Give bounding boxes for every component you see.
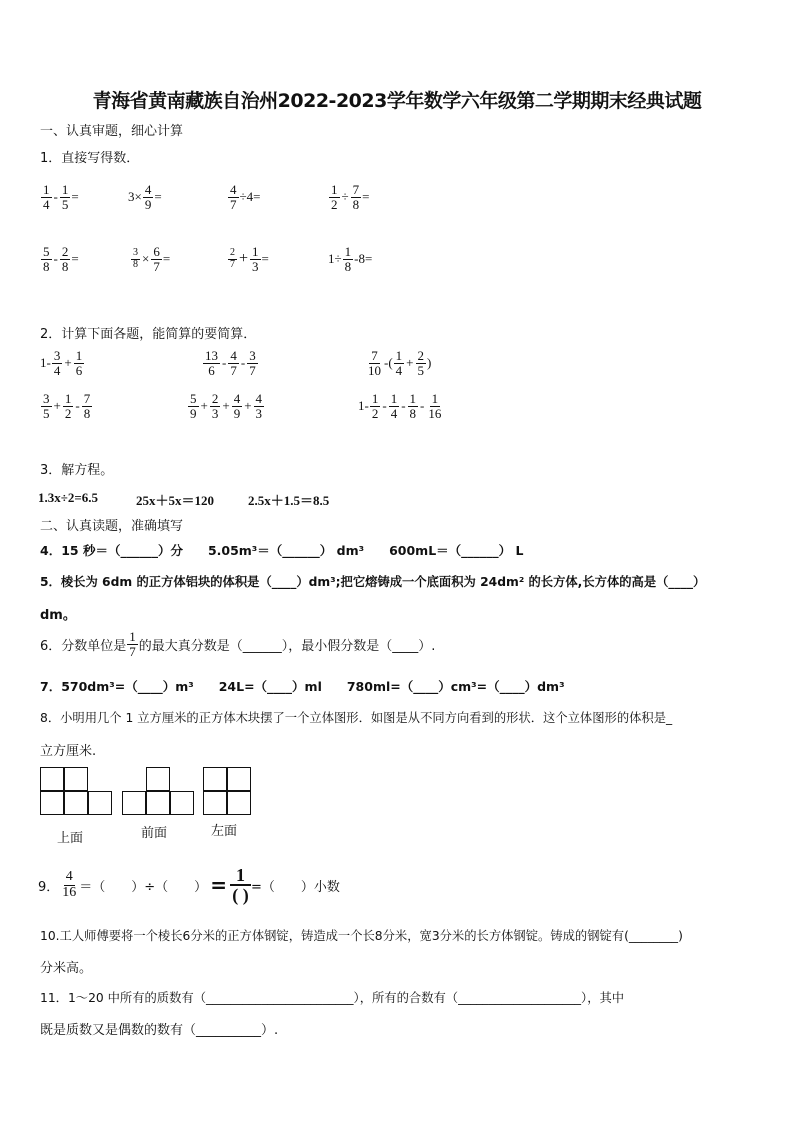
q1-expr-2: 3× $\frac{4}{9}$ = <box>128 182 162 212</box>
q1-expr-7: $\frac{2}{7}$ + $\frac{1}{3}$ = <box>230 244 269 274</box>
section-1-heading: 一、认真审题，细心计算 <box>40 124 184 139</box>
q3-equation-3: 2.5x＋1.5＝8.5 <box>248 493 330 508</box>
q1-expr-4: $\frac{1}{2}$ ÷ $\frac{7}{8}$ = <box>331 182 370 212</box>
q2-expr-2: $\frac{13}{6}$ - $\frac{4}{7}$ - $\frac{3}{7}$ <box>205 348 256 378</box>
q8-text-line2: 立方厘米. <box>40 744 97 759</box>
q4-text: 4．15 秒＝（______）分 5.05m³＝（______） dm³ 600mL＝（______） L <box>40 543 524 558</box>
q2-expr-5: $\frac{5}{9}$ + $\frac{2}{3}$ + $\frac{4}{9}$ + $\frac{4}{3}$ <box>190 391 263 421</box>
page-title: 青海省黄南藏族自治州2022-2023学年数学六年级第二学期期末经典试题 <box>92 90 702 112</box>
q8-text-line1: 8．小明用几个 1 立方厘米的正方体木块摆了一个立体图形．如图是从不同方向看到的形状．这个立体图形的体积是_ <box>40 711 673 725</box>
q1-expr-3: $\frac{4}{7}$ ÷4= <box>230 182 261 212</box>
q11-text-line1: 11．1～20 中所有的质数有（________________________），所有的合数有（____________________），其中 <box>40 991 625 1005</box>
q1-expr-6: $\frac{3}{8}$ × $\frac{6}{7}$ = <box>133 244 171 274</box>
q2-expr-6: 1- $\frac{1}{2}$ - $\frac{1}{4}$ - $\frac{1}{8}$ - $\frac{1}{16}$ <box>358 391 442 421</box>
q1-expr-8: 1÷ $\frac{1}{8}$ -8= <box>328 244 373 274</box>
q11-text-line2: 既是质数又是偶数的数有（__________）. <box>40 1023 279 1038</box>
q5-text-line2: dm。 <box>40 608 76 623</box>
view-left-label: 左面 <box>211 824 238 839</box>
q10-text-line1: 10.工人师傅要将一个棱长6分米的正方体钢锭，铸造成一个长8分米，宽3分米的长方体钢锭。铸成的钢锭有(________) <box>40 929 683 943</box>
q1-expr-1: $\frac{1}{4}$ - $\frac{1}{5}$ = <box>43 182 79 212</box>
view-front-label: 前面 <box>141 826 168 841</box>
q1-label: 1．直接写得数． <box>40 151 140 166</box>
q1-expr-5: $\frac{5}{8}$ - $\frac{2}{8}$ = <box>43 244 79 274</box>
q10-text-line2: 分米高。 <box>40 961 93 976</box>
q5-text-line1: 5．棱长为 6dm 的正方体铝块的体积是（____）dm³;把它熔铸成一个底面积为 24dm² 的长方体,长方体的高是（____） <box>40 575 706 589</box>
view-top-label: 上面 <box>57 831 84 846</box>
section-2-heading: 二、认真读题，准确填写 <box>40 519 184 534</box>
q2-expr-4: $\frac{3}{5}$ + $\frac{1}{2}$ - $\frac{7}{8}$ <box>43 391 91 421</box>
q3-equation-1: 1.3x÷2=6.5 <box>38 490 99 505</box>
q3-equation-2: 25x＋5x＝120 <box>136 493 215 508</box>
q2-expr-1: 1- $\frac{3}{4}$ + $\frac{1}{6}$ <box>40 348 83 378</box>
q3-label: 3．解方程。 <box>40 463 114 478</box>
q2-label: 2．计算下面各题，能简算的要简算． <box>40 327 257 342</box>
q6-text: 6．分数单位是 $\frac{1}{7}$ 的最大真分数是（______），最小假分数是（____）. <box>40 629 436 659</box>
q9-text: 9． $\frac{4}{16}$ ＝（ ）÷（ ） = 1 ( ) =（ ）小数 <box>38 865 340 905</box>
q2-expr-3: $\frac{7}{10}$ -( $\frac{1}{4}$ + $\frac{2}{5}$ ) <box>368 348 432 378</box>
q7-text: 7．570dm³=（____）m³ 24L=（____）ml 780ml=（____）cm³=（____）dm³ <box>40 679 565 694</box>
